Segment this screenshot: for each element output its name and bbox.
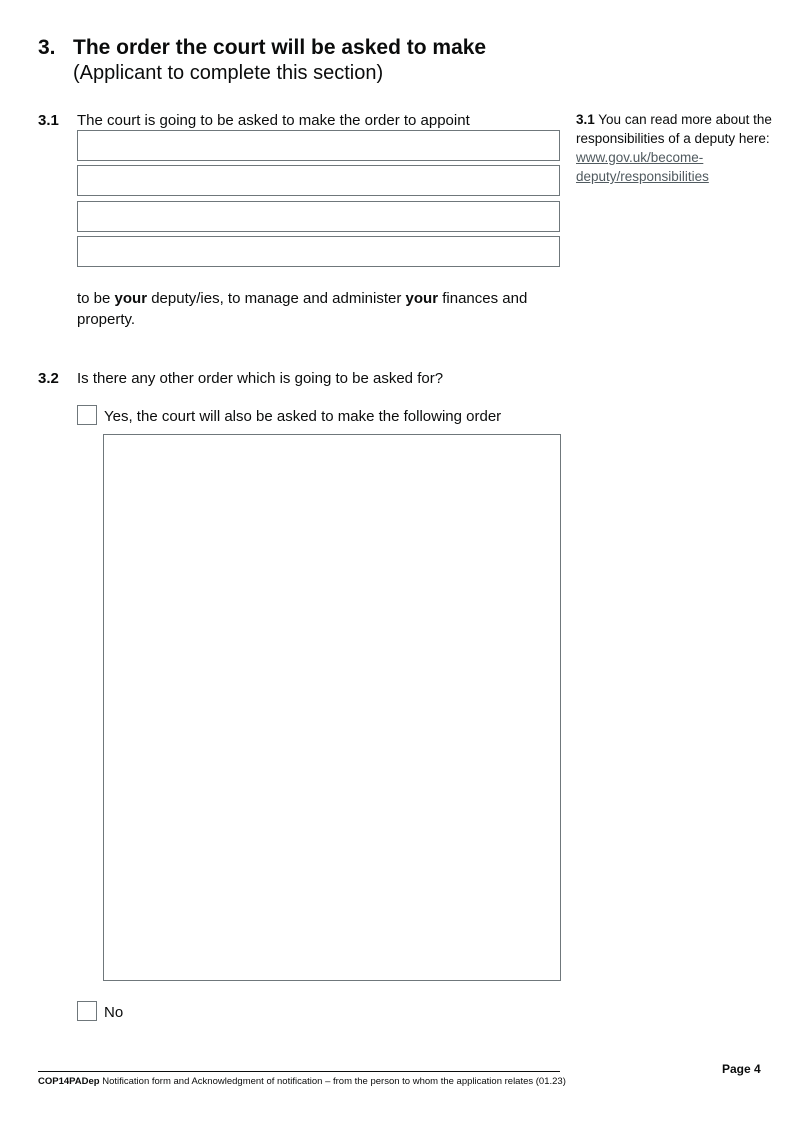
section-subtitle: (Applicant to complete this section) (73, 62, 384, 84)
deputy-name-field-3[interactable] (77, 201, 560, 232)
footer-text (38, 1076, 566, 1087)
question-3-2-text: Is there any other order which is going to be asked for? (77, 370, 444, 387)
no-checkbox-label: No (104, 1004, 124, 1021)
continuation-mid: deputy/ies, to manage and administer (147, 290, 406, 307)
yes-checkbox[interactable] (77, 405, 97, 425)
footer-divider (38, 1071, 560, 1072)
no-checkbox[interactable] (77, 1001, 97, 1021)
continuation-post: finances and property. (77, 290, 528, 328)
form-description: Notification form and Acknowledgment of notification – from the person to whom the application relates (01.23) (99, 1076, 566, 1087)
yes-checkbox-label: Yes, the court will also be asked to make the following order (104, 408, 502, 425)
continuation-bold-your-1: your (114, 290, 148, 307)
question-3-1-continuation (77, 288, 567, 330)
deputy-name-field-2[interactable] (77, 165, 560, 196)
responsibilities-link-part-2[interactable]: deputy/responsibilities (576, 169, 709, 184)
guidance-note-number: 3.1 (576, 112, 595, 127)
deputy-name-field-1[interactable] (77, 130, 560, 161)
guidance-note (576, 110, 776, 186)
continuation-bold-your-2: your (405, 290, 439, 307)
page-number: Page 4 (722, 1062, 761, 1076)
guidance-note-text: You can read more about the responsibilities of a deputy here: (576, 112, 772, 146)
section-number: 3. (38, 36, 56, 59)
other-order-textarea[interactable] (103, 434, 561, 981)
deputy-name-field-4[interactable] (77, 236, 560, 267)
section-title: The order the court will be asked to make (73, 36, 487, 59)
responsibilities-link-part-1[interactable]: www.gov.uk/become- (576, 150, 704, 165)
form-code: COP14PADep (38, 1076, 100, 1087)
question-3-1-text: The court is going to be asked to make the order to appoint (77, 112, 470, 129)
question-3-1-number: 3.1 (38, 112, 59, 129)
continuation-pre: to be (77, 290, 115, 307)
question-3-2-number: 3.2 (38, 370, 59, 387)
